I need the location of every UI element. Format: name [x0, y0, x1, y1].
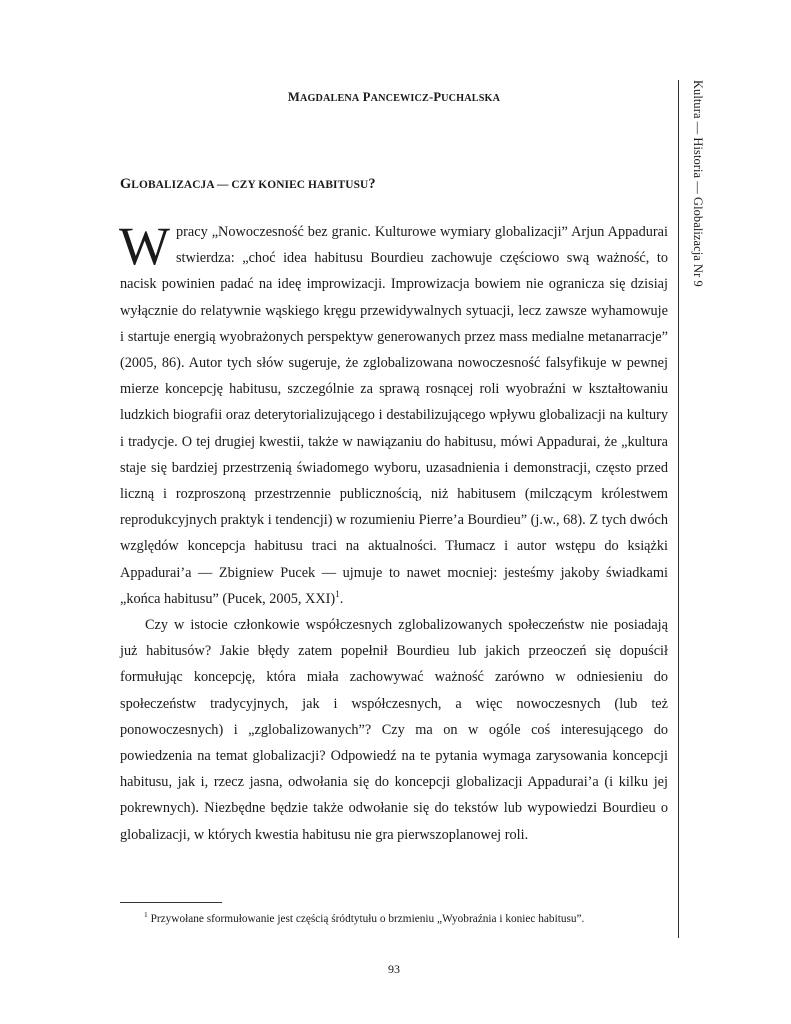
paragraph-1: Wpracy „Nowoczesność bez granic. Kulturowe wymiary globalizacji” Arjun Appadurai stwierdza: „choć idea habitusu Bourdieu zachowuje częściowo swą ważność, to nacisk powinien padać na ideę improwizacji. Improwizacja bowiem nie ogranicza się dzisiaj wyłącznie do relatywnie wąskiego kręgu przewidywalnych sytuacji, lecz zawsze wyhamowuje i startuje energią wyobrażonych perspektyw generowanych przez mass medialne metanarracje” (2005, 86). Autor tych słów sugeruje, że zglobalizowana nowoczesność falsyfikuje w pewnej mierze koncepcję habitusu, szczególnie za sprawą rosnącej roli wyobraźni w kształtowaniu ludzkich biografii oraz deterytorializującego i destabilizującego wpływu globalizacji na kultury i tradycje. O tej drugiej kwestii, także w nawiązaniu do habitusu, mówi Appadurai, że „kultura staje się bardziej przestrzenią świadomego wyboru, uzasadnienia i demonstracji, często przed liczną i rozproszoną przestrzennie publicznością, niż habitusem (milczącym królestwem reprodukcyjnych praktyk i tendencji) w rozumieniu Pierre’a Bourdieu” (j.w., 68). Z tych dwóch względów koncepcja habitusu traci na aktualności. Tłumacz i autor wstępu do książki Appadurai’a — Zbigniew Pucek — ujmuje to nawet mocniej: jesteśmy jakoby świadkami „końca habitusu” (Pucek, 2005, XXI)$^1$. [119, 216, 668, 607]
paragraph-2: Czy w istocie członkowie współczesnych zglobalizowanych społeczeństw nie posiadają już habitusów? Jakie błędy zatem popełnił Bourdieu lub jakich przeoczeń się dopuścił formułując koncepcję, która miała zachowywać ważność zarówno w odniesieniu do społeczeństw tradycyjnych, jak i współczesnych, a więc nowoczesnych (lub też ponowoczesnych) i „zglobalizowanych”? Czy ma on w ogóle coś interesującego do powiedzenia na temat globalizacji? Odpowiedź na te pytania wymaga zarysowania koncepcji habitusu, jak i, rzecz jasna, odwołania się do koncepcji globalizacji Appadurai’a (i kilku jej pokrewnych). Niezbędne będzie także odwołanie się do tekstów lub wypowiedzi Bourdieu o globalizacji, w których kwestia habitusu nie gra pierwszoplanowej roli. [120, 617, 668, 843]
footnote-number: 1 [144, 910, 148, 920]
footnote-separator [120, 902, 222, 903]
article-title: GLOBALIZACJA — CZY KONIEC HABITUSU? [120, 176, 376, 192]
running-title: Kultura — Historia — Globalizacja Nr 9 [691, 80, 705, 287]
sidebar-divider [678, 80, 679, 938]
footnote-reference[interactable]: 1 [335, 589, 340, 600]
drop-cap: W [119, 216, 170, 276]
article-body [119, 216, 668, 848]
page-number: 93 [388, 962, 400, 976]
footnote: $^1$ Przywołane sformułowanie jest częścią śródtytułu o brzmieniu „Wyobraźnia i koniec habitusu”. [144, 910, 585, 925]
author-name: MAGDALENA PANCEWICZ-PUCHALSKA [287, 90, 501, 104]
